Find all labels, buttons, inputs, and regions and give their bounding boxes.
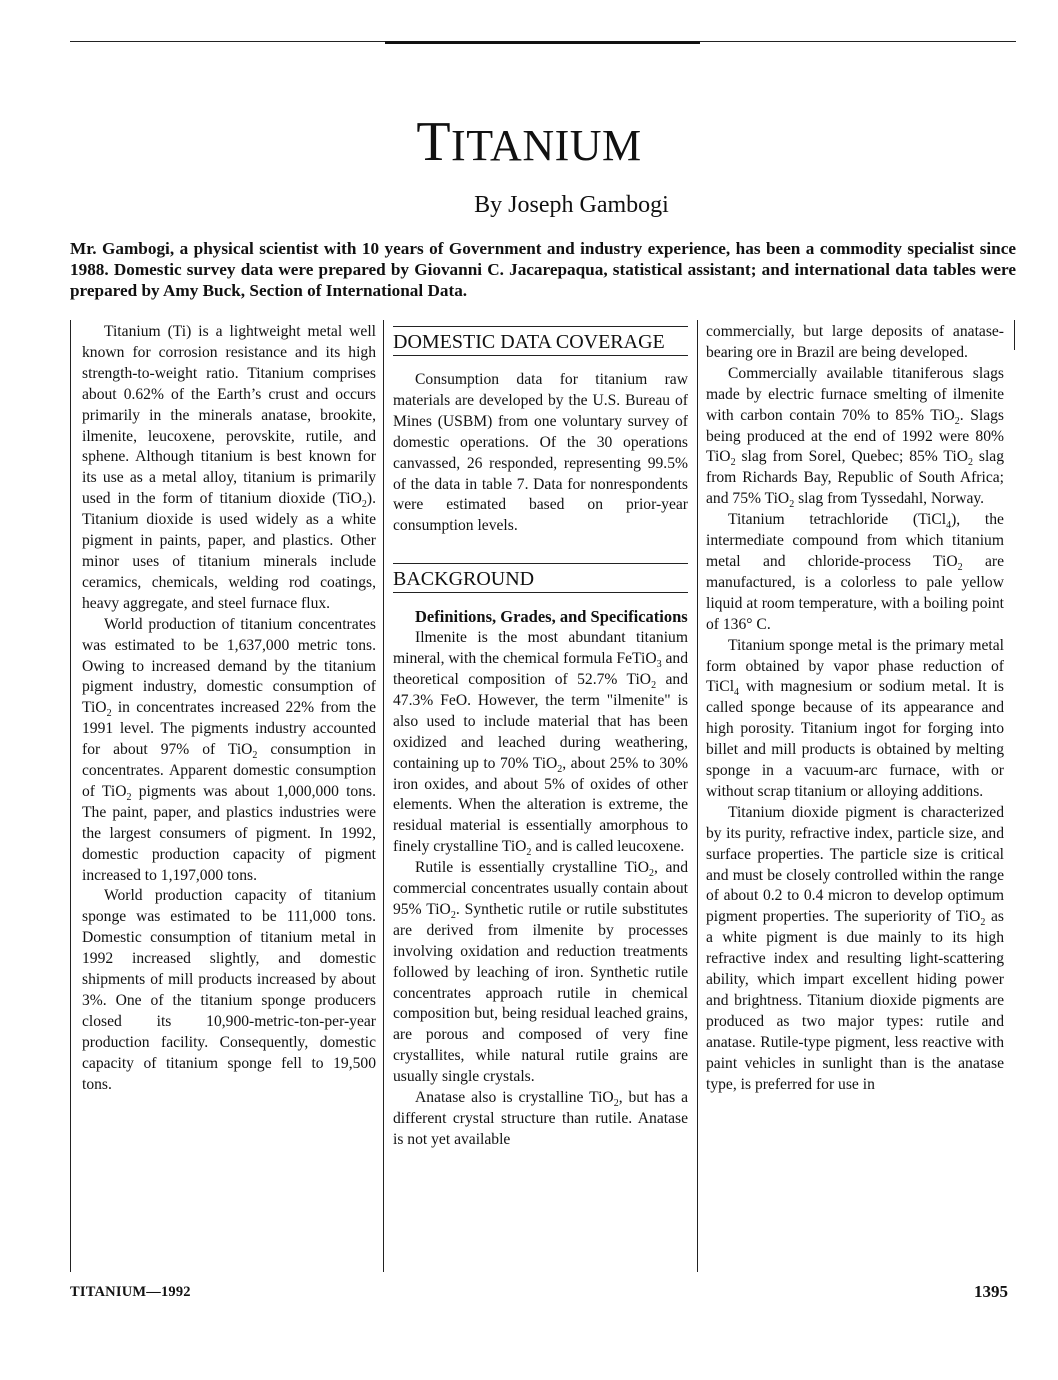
section-heading-background: BACKGROUND xyxy=(393,563,688,593)
title-rest: ITANIUM xyxy=(451,121,642,170)
section-heading-domestic-data: DOMESTIC DATA COVERAGE xyxy=(393,326,688,356)
column-rule-1 xyxy=(70,320,71,1272)
paragraph: Rutile is essentially crystalline TiO$_2$, and commercial concentrates usually contain about 95% TiO$_2$. Synthetic rutile or rutile substitutes are derived from ilmenite by processes involving oxidation and reduction treatments followed by leaching of iron. Synthetic rutile concentrates approach rutile in chemical composition but, being residual leached grains, are porous and composed of very fine crystallites, while natural rutile grains are usually single crystals. xyxy=(393,859,688,1086)
paragraph: Titanium sponge metal is the primary metal form obtained by vapor phase reduction of TiCl$_4$ with magnesium or sodium metal. It is called sponge because of its appearance and high porosity. Titanium ingot for forging into billet and mill products is obtained by melting sponge in a vacuum-arc furnace, with or without scrap titanium or alloying additions. xyxy=(706,636,1004,800)
paragraph: Anatase also is crystalline TiO$_2$, but has a different crystal structure than rutile. Anatase is not yet available xyxy=(393,1089,688,1148)
column-rule-2 xyxy=(383,320,384,1272)
page-number: 1395 xyxy=(974,1282,1008,1301)
paragraph: Commercially available titaniferous slags made by electric furnace smelting of ilmenite with carbon contain 70% to 85% TiO$_2$. Slags being produced at the end of 1992 were 80% TiO$_2$ slag from Sorel, Quebec; 85% TiO$_2$ slag from Richards Bay, Republic of South Africa; and 75% TiO$_2$ slag from Tyssedahl, Norway. xyxy=(706,364,1004,511)
column-rule-3 xyxy=(697,320,698,1272)
paragraph: Titanium dioxide pigment is characterized by its purity, refractive index, particle size, and surface properties. The particle size is critical and must be closely controlled within the range of about 0.2 to 0.4 micron to develop optimum pigment properties. The superiority of TiO$_2$ as a white pigment is due mainly to its high refractive index and resulting light-scattering ability, which impart excellent hiding power and brightness. Titanium dioxide pigments are produced as two major types: rutile and anatase. Rutile-type pigment, less reactive with paint vehicles in sunlight than is the anatase type, is preferred for use in xyxy=(706,803,1005,1093)
top-rule-accent xyxy=(385,41,700,44)
paragraph: Consumption data for titanium raw materials are developed by the U.S. Bureau of Mines (USBM) from one voluntary survey of domestic operations. Of the 30 operations canvassed, 26 responded, representing 99.5% of the data in table 7. Data for nonrespondents were estimated based on prior-year consumption levels. xyxy=(393,371,688,535)
paragraph: commercially, but large deposits of anatase-bearing ore in Brazil are being developed. xyxy=(706,323,1004,361)
paragraph: World production capacity of titanium sponge was estimated to be 111,000 tons. Domestic consumption of titanium metal in 1992 increased slightly, and domestic shipments of mill products increased by about 3%. One of the titanium sponge producers closed its 10,900-metric-ton-per-year production facility. Consequently, domestic capacity of titanium sponge fell to 19,500 tons. xyxy=(82,887,376,1093)
column-2 xyxy=(393,322,688,1151)
author-intro: Mr. Gambogi, a physical scientist with 10 years of Government and industry experience, has been a commodity specialist since 1988. Domestic survey data were prepared by Giovanni C. Jacarepaqua, statistical assistant; and international data tables were prepared by Amy Buck, Section of International Data. xyxy=(70,239,1016,300)
paragraph: Titanium tetrachloride (TiCl$_4$), the intermediate compound from which titanium metal and chloride-process TiO$_2$ are manufactured, is a colorless to pale yellow liquid at room temperature, with a boiling point of 136° C. xyxy=(706,511,1004,633)
paragraph: Titanium (Ti) is a lightweight metal well known for corrosion resistance and its high strength-to-weight ratio. Titanium comprises about 0.62% of the Earth’s crust and occurs primarily in the minerals anatase, brookite, ilmenite, leucoxene, perovskite, rutile, and sphene. Although titanium is best known for its use as a metal alloy, titanium is primarily used in the form of titanium dioxide (TiO$_2$). Titanium dioxide is used widely as a white pigment in paints, paper, and plastics. Other minor uses of titanium minerals include ceramics, chemicals, welding rod coatings, heavy aggregate, and steel furnace flux. xyxy=(82,323,376,612)
byline: By Joseph Gambogi xyxy=(474,192,669,218)
paragraph: World production of titanium concentrates was estimated to be 1,637,000 metric tons. Owing to increased demand by the titanium pigment industry, domestic consumption of TiO$_2$ in concentrates increased 22% from the 1991 level. The pigments industry accounted for about 97% of TiO$_2$ consumption in concentrates. Apparent domestic consumption of TiO$_2$ pigments was about 1,000,000 tons. The paint, paper, and plastics industries were the largest consumers of pigment. In 1992, domestic production capacity of pigment increased to 1,197,000 tons. xyxy=(82,615,376,884)
page-title xyxy=(0,110,1058,174)
subheading-definitions: Definitions, Grades, and Specifications xyxy=(415,607,688,627)
running-footer: TITANIUM—1992 xyxy=(70,1284,191,1300)
column-3 xyxy=(706,322,1004,1096)
column-1 xyxy=(82,322,376,1096)
paragraph: Ilmenite is the most abundant titanium mineral, with the chemical formula FeTiO$_3$ and theoretical composition of 52.7% TiO$_2$ and 47.3% FeO. However, the term "ilmenite" is also used to include material that has been oxidized and leached during weathering, containing up to 70% TiO$_2$, about 25% to 30% iron oxides, and about 5% of oxides of other elements. When the alteration is extreme, the residual material is essentially amorphous to finely crystalline TiO$_2$ and is called leucoxene. xyxy=(393,629,689,859)
title-initial: T xyxy=(416,111,452,173)
column-rule-4 xyxy=(1014,320,1015,350)
